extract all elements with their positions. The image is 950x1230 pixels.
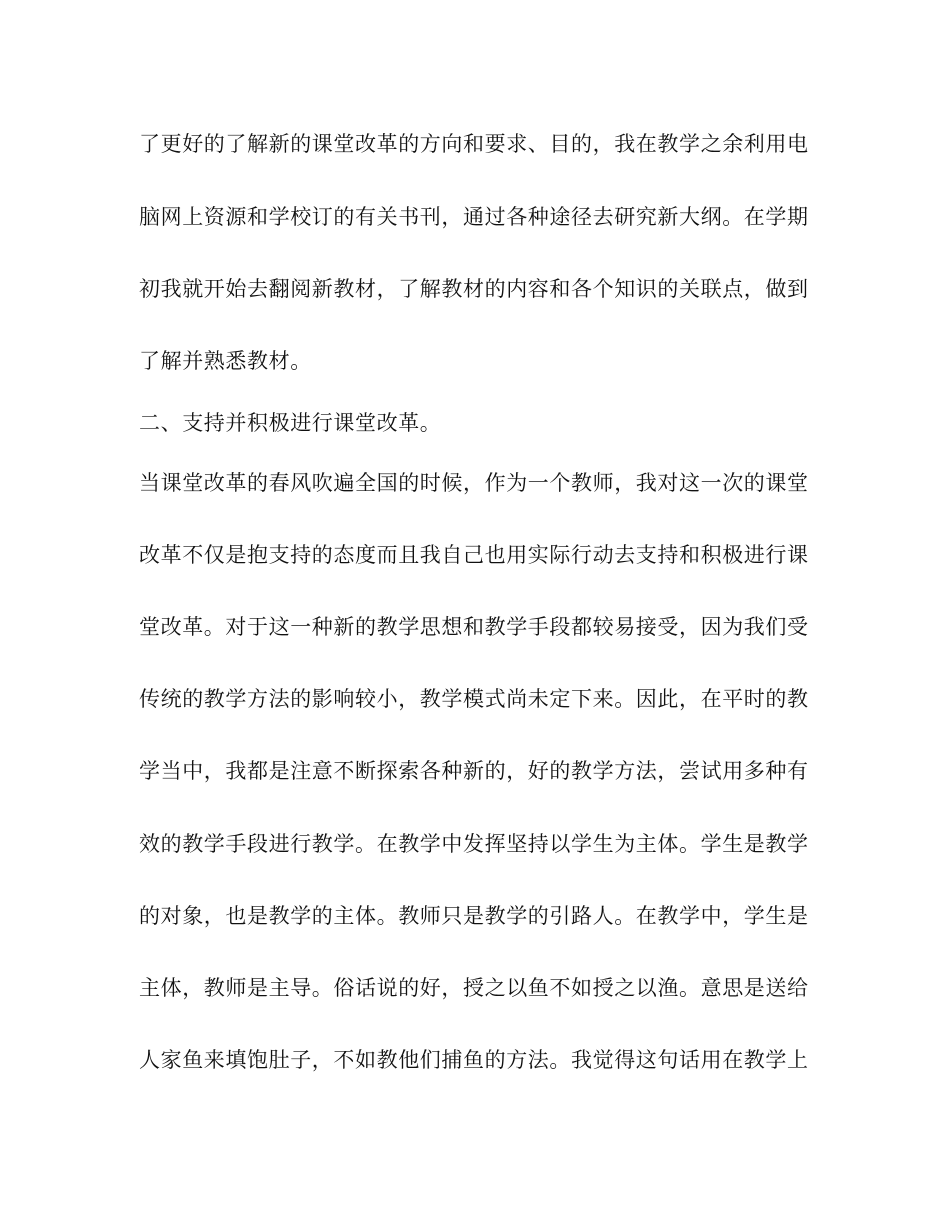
text-line: 传统的教学方法的影响较小，教学模式尚未定下来。因此，在平时的教 (139, 687, 809, 711)
text-line: 当课堂改革的春风吹遍全国的时候，作为一个教师，我对这一次的课堂 (139, 471, 809, 495)
text-line: 了解并熟悉教材。 (139, 349, 312, 373)
text-line: 脑网上资源和学校订的有关书刊，通过各种途径去研究新大纲。在学期 (139, 205, 809, 229)
text-line: 人家鱼来填饱肚子，不如教他们捕鱼的方法。我觉得这句话用在教学上 (139, 1048, 809, 1072)
text-line: 改革不仅是抱支持的态度而且我自己也用实际行动去支持和积极进行课 (139, 543, 809, 567)
text-line: 的对象，也是教学的主体。教师只是教学的引路人。在教学中，学生是 (139, 904, 809, 928)
section-heading: 二、支持并积极进行课堂改革。 (139, 411, 442, 435)
text-line: 效的教学手段进行教学。在教学中发挥坚持以学生为主体。学生是教学 (139, 832, 809, 856)
text-line: 初我就开始去翻阅新教材，了解教材的内容和各个知识的关联点，做到 (139, 277, 809, 301)
text-line: 主体，教师是主导。俗话说的好，授之以鱼不如授之以渔。意思是送给 (139, 976, 809, 1000)
text-line: 堂改革。对于这一种新的教学思想和教学手段都较易接受，因为我们受 (139, 615, 809, 639)
text-line: 了更好的了解新的课堂改革的方向和要求、目的，我在教学之余利用电 (139, 132, 809, 156)
text-line: 学当中，我都是注意不断探索各种新的，好的教学方法，尝试用多种有 (139, 759, 809, 783)
